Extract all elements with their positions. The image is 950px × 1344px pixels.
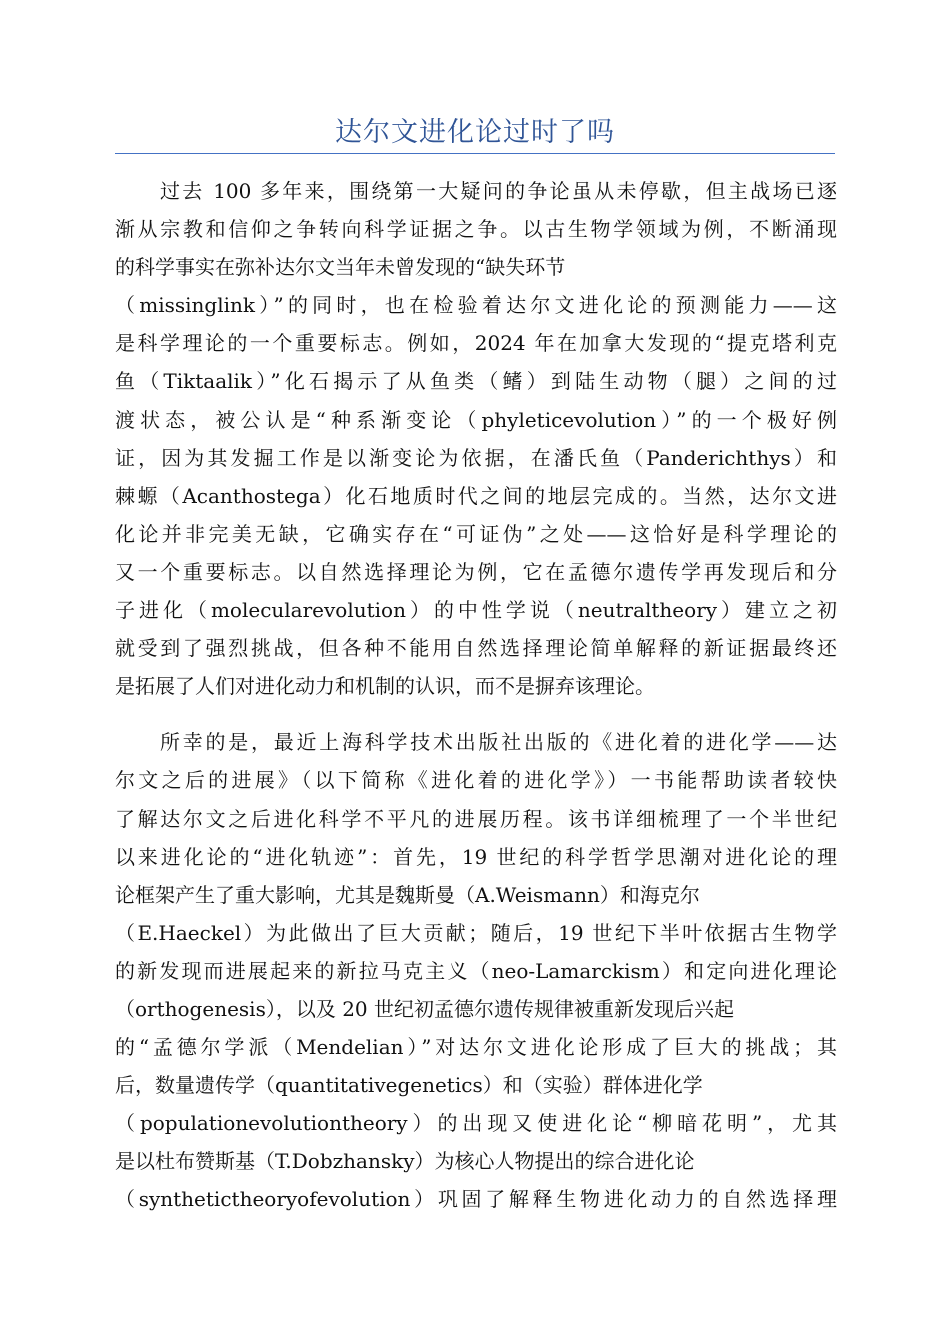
paragraph-line: 是以杜布赞斯基（T.Dobzhansky）为核心人物提出的综合进化论 bbox=[115, 1149, 695, 1174]
paragraph-line: 以来进化论的“进化轨迹”：首先，19 世纪的科学哲学思潮对进化论的理 bbox=[115, 844, 837, 869]
paragraph-line: （missinglink）”的同时，也在检验着达尔文进化论的预测能力——这 bbox=[115, 293, 837, 318]
paragraph-2 bbox=[115, 723, 837, 1218]
paragraph-line: 渐从宗教和信仰之争转向科学证据之争。以古生物学领域为例，不断涌现 bbox=[115, 217, 837, 242]
paragraph-line: 就受到了强烈挑战，但各种不能用自然选择理论简单解释的新证据最终还 bbox=[115, 636, 837, 661]
paragraph-line: 所幸的是，最近上海科学技术出版社出版的《进化着的进化学——达 bbox=[160, 730, 837, 755]
paragraph-line: 子进化（molecularevolution）的中性学说（neutraltheory）建立之初 bbox=[115, 598, 837, 623]
paragraph-line: （populationevolutiontheory）的出现又使进化论“柳暗花明”，尤其 bbox=[115, 1111, 837, 1136]
paragraph-line: 化论并非完美无缺，它确实存在“可证伪”之处——这恰好是科学理论的 bbox=[115, 521, 837, 546]
paragraph-line: （E.Haeckel）为此做出了巨大贡献；随后，19 世纪下半叶依据古生物学 bbox=[115, 920, 837, 945]
paragraph-line: 鱼（Tiktaalik）”化石揭示了从鱼类（鳍）到陆生动物（腿）之间的过 bbox=[115, 369, 837, 394]
paragraph-1 bbox=[115, 172, 837, 705]
paragraph-line: 后，数量遗传学（quantitativegenetics）和（实验）群体进化学 bbox=[115, 1073, 703, 1098]
paragraph-line: 又一个重要标志。以自然选择理论为例，它在孟德尔遗传学再发现后和分 bbox=[115, 559, 837, 584]
paragraph-line: 的新发现而进展起来的新拉马克主义（neo-Lamarckism）和定向进化理论 bbox=[115, 958, 837, 983]
document-body bbox=[115, 172, 837, 1219]
paragraph-line: 是科学理论的一个重要标志。例如，2024 年在加拿大发现的“提克塔利克 bbox=[115, 331, 837, 356]
paragraph-line: 的“孟德尔学派（Mendelian）”对达尔文进化论形成了巨大的挑战；其 bbox=[115, 1035, 837, 1060]
paragraph-line: 的科学事实在弥补达尔文当年未曾发现的“缺失环节 bbox=[115, 255, 566, 280]
paragraph-line: 了解达尔文之后进化科学不平凡的进展历程。该书详细梳理了一个半世纪 bbox=[115, 806, 837, 831]
paragraph-line: 过去 100 多年来，围绕第一大疑问的争论虽从未停歇，但主战场已逐 bbox=[160, 179, 837, 203]
paragraph-line: 棘螈（Acanthostega）化石地质时代之间的地层完成的。当然，达尔文进 bbox=[115, 483, 837, 508]
paragraph-line: 渡状态，被公认是“种系渐变论（phyleticevolution）”的一个极好例 bbox=[115, 407, 837, 432]
paragraph-line: （synthetictheoryofevolution）巩固了解释生物进化动力的自然选择理 bbox=[115, 1187, 837, 1212]
paragraph-line: 论框架产生了重大影响，尤其是魏斯曼（A.Weismann）和海克尔 bbox=[115, 882, 700, 907]
paragraph-line: 证，因为其发掘工作是以渐变论为依据，在潘氏鱼（Panderichthys）和 bbox=[115, 445, 837, 470]
paragraph-line: （orthogenesis），以及 20 世纪初孟德尔遗传规律被重新发现后兴起 bbox=[115, 996, 735, 1021]
title-underline bbox=[115, 153, 835, 154]
paragraph-line: 是拓展了人们对进化动力和机制的认识，而不是摒弃该理论。 bbox=[115, 674, 655, 699]
page-title: 达尔文进化论过时了吗 bbox=[335, 117, 615, 148]
paragraph-line: 尔文之后的进展》（以下简称《进化着的进化学》）一书能帮助读者较快 bbox=[115, 768, 837, 793]
